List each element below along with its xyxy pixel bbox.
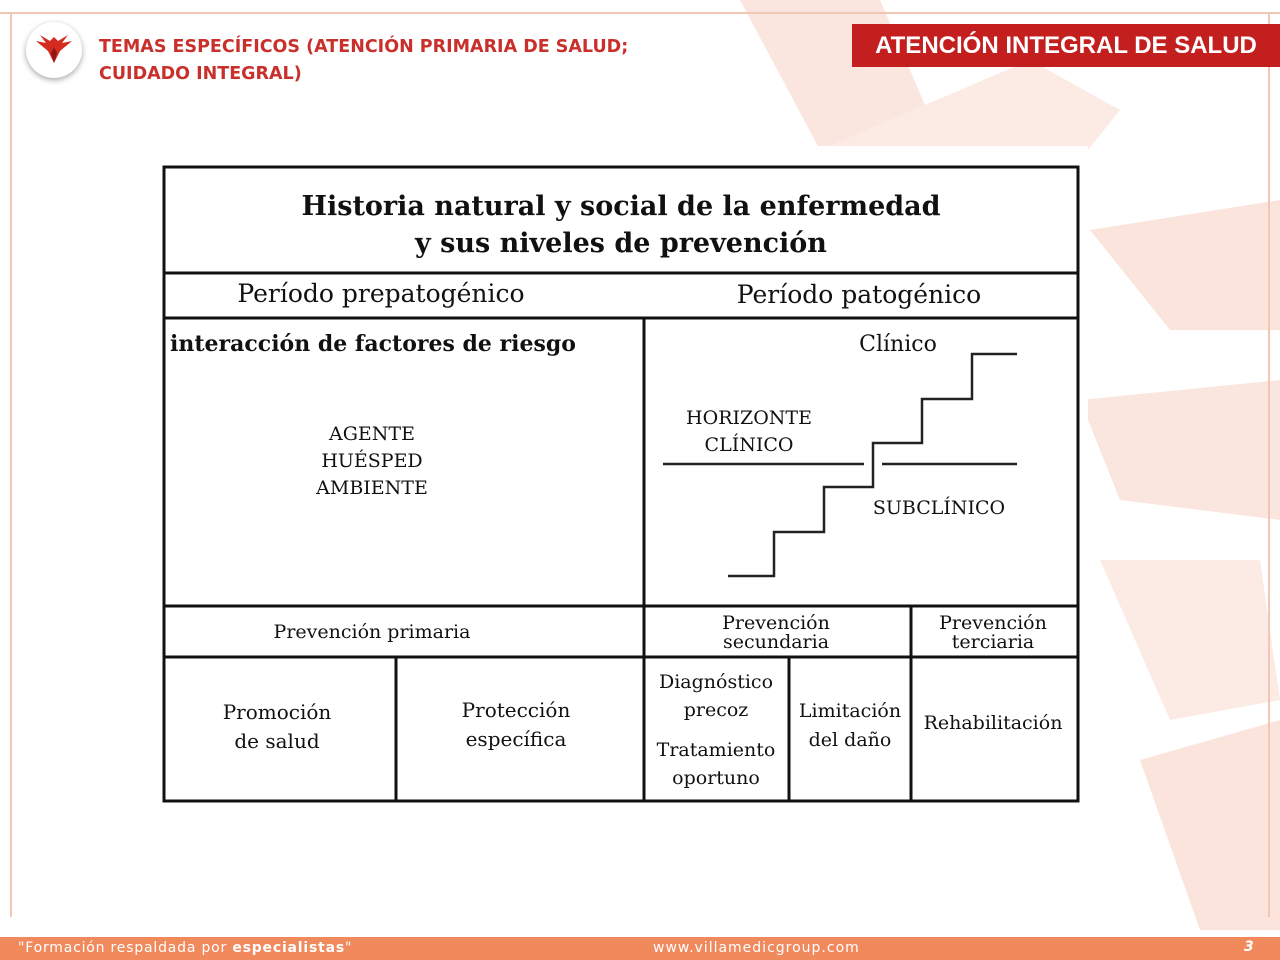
rehabilitation-label: Rehabilitación (923, 712, 1063, 734)
footer-tagline-bold: especialistas (232, 940, 346, 956)
horizon-label-line2: CLÍNICO (704, 434, 794, 456)
horizon-label-line1: HORIZONTE (686, 407, 812, 429)
risk-interaction-label: interacción de factores de riesgo (170, 331, 576, 357)
tertiary-prevention-line2: terciaria (951, 631, 1035, 653)
clinical-label: Clínico (859, 332, 937, 357)
frame-right-line (1268, 12, 1270, 917)
diagram-panel (160, 146, 1088, 808)
primary-prevention-label: Prevención primaria (273, 621, 471, 643)
phoenix-logo-icon (34, 33, 74, 67)
diagram-title-line1: Historia natural y social de la enfermedad (301, 191, 941, 222)
natural-history-diagram (160, 146, 1088, 808)
factor-host: HUÉSPED (321, 450, 423, 472)
early-diagnosis-line2: precoz (683, 699, 749, 721)
section-title (99, 34, 659, 88)
factor-environment: AMBIENTE (316, 477, 428, 499)
subclinical-label: SUBCLÍNICO (872, 497, 1006, 519)
logo (26, 22, 82, 78)
frame-left-line (10, 12, 12, 917)
footer-tagline-prefix: "Formación respaldada por (18, 940, 233, 956)
footer-bar (0, 937, 1280, 960)
specific-protection-line2: específica (465, 727, 567, 751)
footer-tagline-suffix: " (345, 940, 353, 956)
tertiary-prevention-line1: Prevención (939, 612, 1047, 634)
frame-top-line (0, 12, 1280, 14)
health-promotion-line2: de salud (234, 729, 320, 753)
early-diagnosis-line1: Diagnóstico (658, 671, 774, 693)
factor-agent: AGENTE (329, 423, 415, 445)
diagram-title-line2: y sus niveles de prevención (415, 228, 827, 259)
section-title-line2: CUIDADO INTEGRAL) (99, 64, 302, 84)
footer-tagline (18, 940, 352, 956)
section-title-line1: TEMAS ESPECÍFICOS (ATENCIÓN PRIMARIA DE SALUD; (99, 37, 629, 57)
period-prepathogenic: Período prepatogénico (237, 279, 525, 308)
footer-website-link[interactable]: www.villamedicgroup.com (653, 940, 860, 956)
secondary-prevention-line2: secundaria (722, 631, 830, 653)
damage-limitation-line1: Limitación (798, 700, 902, 722)
secondary-prevention-line1: Prevención (722, 612, 830, 634)
timely-treatment-line1: Tratamiento (656, 739, 776, 761)
health-promotion-line1: Promoción (222, 700, 332, 724)
topic-badge: ATENCIÓN INTEGRAL DE SALUD (852, 24, 1280, 67)
page-number: 3 (1244, 939, 1254, 955)
damage-limitation-line2: del daño (808, 729, 892, 751)
timely-treatment-line2: oportuno (672, 767, 760, 789)
specific-protection-line1: Protección (461, 698, 571, 722)
period-pathogenic: Período patogénico (736, 280, 982, 309)
